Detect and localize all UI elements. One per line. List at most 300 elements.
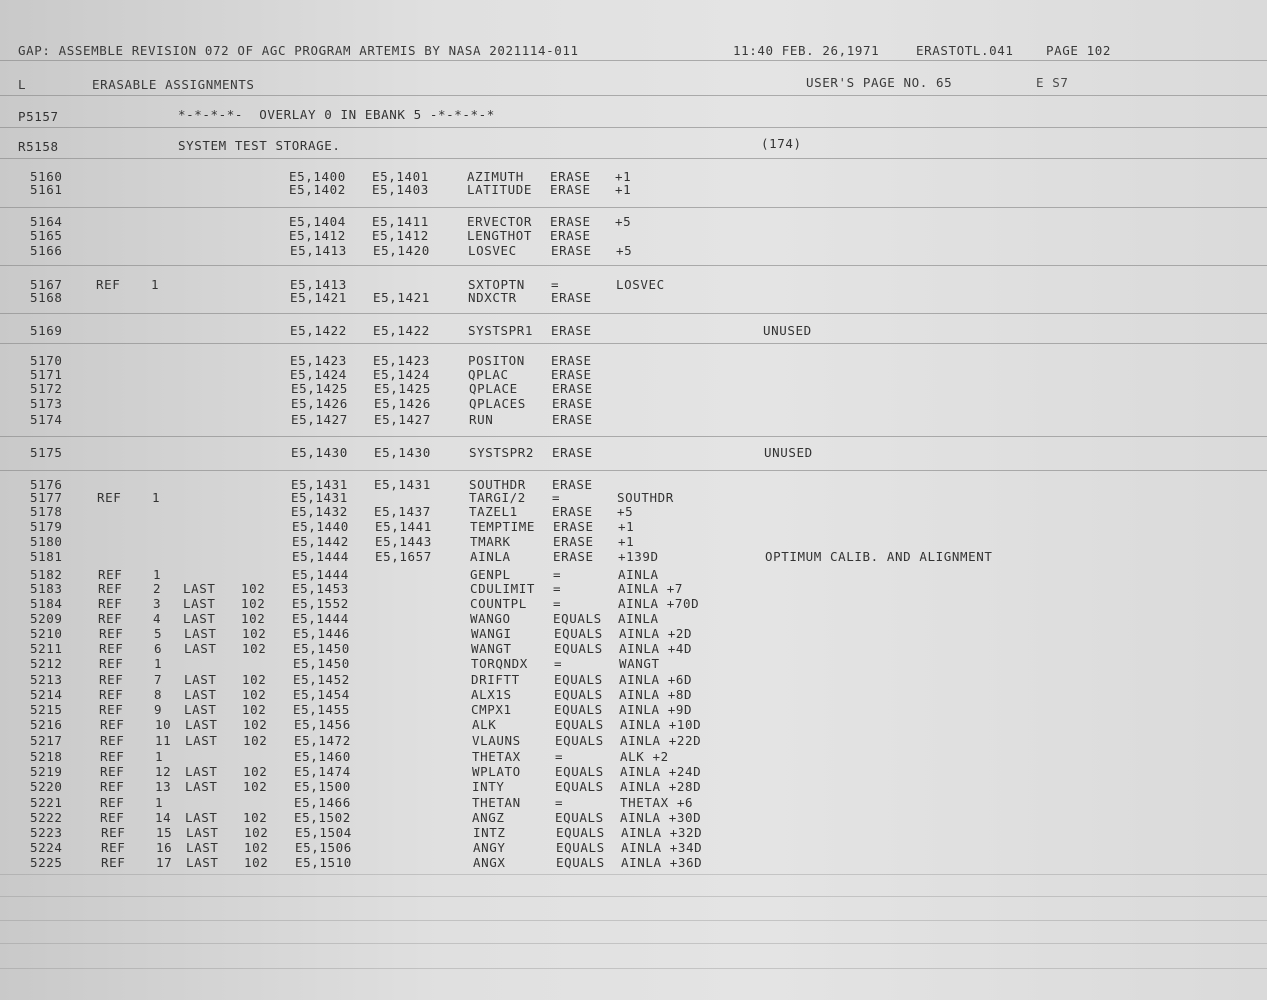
ref-count: 1 xyxy=(154,656,163,671)
ref-count: 13 xyxy=(155,779,172,794)
directive: ERASE xyxy=(551,323,592,338)
ref-count: 2 xyxy=(153,581,162,596)
ref-marker: REF xyxy=(100,749,125,764)
line-number: 5220 xyxy=(30,779,63,794)
address-start: E5,1427 xyxy=(291,412,348,427)
ref-marker: REF xyxy=(101,855,126,870)
remark: UNUSED xyxy=(764,445,813,460)
ref-count: 14 xyxy=(155,810,172,825)
address-end: E5,1430 xyxy=(374,445,431,460)
last-page: 102 xyxy=(243,779,268,794)
operand: +5 xyxy=(616,243,633,258)
address-start: E5,1456 xyxy=(294,717,351,732)
operand: AINLA +36D xyxy=(621,855,703,870)
directive: EQUALS xyxy=(555,779,604,794)
operand: AINLA +24D xyxy=(620,764,702,779)
operand: AINLA +4D xyxy=(619,641,693,656)
directive: EQUALS xyxy=(556,825,605,840)
symbol-name: AZIMUTH xyxy=(467,169,524,184)
last-page: 102 xyxy=(243,733,268,748)
address-end: E5,1426 xyxy=(374,396,431,411)
directive: EQUALS xyxy=(554,702,603,717)
last-marker: LAST xyxy=(185,764,218,779)
line-number: 5209 xyxy=(30,611,63,626)
address-start: E5,1442 xyxy=(292,534,349,549)
last-marker: LAST xyxy=(184,672,217,687)
symbol-name: INTZ xyxy=(473,825,506,840)
symbol-name: VLAUNS xyxy=(472,733,521,748)
address-start: E5,1472 xyxy=(294,733,351,748)
line-number: 5225 xyxy=(30,855,63,870)
symbol-name: SOUTHDR xyxy=(469,477,526,492)
directive: ERASE xyxy=(550,169,591,184)
address-start: E5,1432 xyxy=(291,504,348,519)
ref-marker: REF xyxy=(98,596,123,611)
ref-count: 12 xyxy=(155,764,172,779)
ref-marker: REF xyxy=(100,764,125,779)
ruled-line xyxy=(0,470,1267,471)
line-number: 5173 xyxy=(30,396,63,411)
line-number: 5212 xyxy=(30,656,63,671)
address-start: E5,1450 xyxy=(293,641,350,656)
address-start: E5,1460 xyxy=(294,749,351,764)
last-page: 102 xyxy=(242,672,267,687)
ruled-line xyxy=(0,968,1267,969)
symbol-name: TMARK xyxy=(470,534,511,549)
last-page: 102 xyxy=(242,702,267,717)
ref-marker: REF xyxy=(100,795,125,810)
line-number: 5214 xyxy=(30,687,63,702)
address-start: E5,1425 xyxy=(291,381,348,396)
operand: AINLA +7 xyxy=(618,581,684,596)
line-number: 5182 xyxy=(30,567,63,582)
address-start: E5,1400 xyxy=(289,169,346,184)
address-end: E5,1423 xyxy=(373,353,430,368)
ruled-line xyxy=(0,95,1267,96)
directive: ERASE xyxy=(552,504,593,519)
last-page: 102 xyxy=(241,581,266,596)
directive: ERASE xyxy=(552,381,593,396)
ref-marker: REF xyxy=(98,611,123,626)
directive: ERASE xyxy=(551,290,592,305)
last-page: 102 xyxy=(244,840,269,855)
address-start: E5,1426 xyxy=(291,396,348,411)
line-number: 5183 xyxy=(30,581,63,596)
line-number: 5161 xyxy=(30,182,63,197)
line-number: 5179 xyxy=(30,519,63,534)
ref-count: 1 xyxy=(155,795,164,810)
symbol-name: TEMPTIME xyxy=(470,519,536,534)
remark: OPTIMUM CALIB. AND ALIGNMENT xyxy=(765,549,993,564)
directive: ERASE xyxy=(553,519,594,534)
symbol-name: LOSVEC xyxy=(468,243,517,258)
address-start: E5,1402 xyxy=(289,182,346,197)
ref-marker: REF xyxy=(101,840,126,855)
line-number: 5175 xyxy=(30,445,63,460)
ref-marker: REF xyxy=(99,656,124,671)
address-start: E5,1413 xyxy=(290,243,347,258)
operand: AINLA +70D xyxy=(618,596,700,611)
symbol-name: ALX1S xyxy=(471,687,512,702)
remark: UNUSED xyxy=(763,323,812,338)
symbol-name: CDULIMIT xyxy=(470,581,536,596)
symbol-name: THETAX xyxy=(472,749,521,764)
line-number: 5180 xyxy=(30,534,63,549)
overlay-banner: *-*-*-*- OVERLAY 0 IN EBANK 5 -*-*-*-* xyxy=(178,107,495,122)
ref-count: 3 xyxy=(153,596,162,611)
last-page: 102 xyxy=(243,717,268,732)
symbol-name: POSITON xyxy=(468,353,525,368)
operand: WANGT xyxy=(619,656,660,671)
line-number: 5184 xyxy=(30,596,63,611)
symbol-name: SYSTSPR2 xyxy=(469,445,535,460)
operand: +1 xyxy=(615,182,632,197)
line-number: 5210 xyxy=(30,626,63,641)
address-start: E5,1424 xyxy=(290,367,347,382)
ref-marker: REF xyxy=(96,277,121,292)
ruled-line xyxy=(0,158,1267,159)
address-start: E5,1474 xyxy=(294,764,351,779)
line-number: 5221 xyxy=(30,795,63,810)
address-end: E5,1412 xyxy=(372,228,429,243)
line-number: 5171 xyxy=(30,367,63,382)
symbol-name: ANGX xyxy=(473,855,506,870)
operand: AINLA +10D xyxy=(620,717,702,732)
ref-count: 10 xyxy=(155,717,172,732)
directive: = xyxy=(555,749,564,764)
line-number: 5167 xyxy=(30,277,63,292)
directive: = xyxy=(552,490,561,505)
directive: = xyxy=(551,277,560,292)
operand: AINLA +32D xyxy=(621,825,703,840)
line-number: 5216 xyxy=(30,717,63,732)
symbol-name: QPLACE xyxy=(469,381,518,396)
last-page: 102 xyxy=(241,611,266,626)
ref-count: 7 xyxy=(154,672,163,687)
operand: AINLA xyxy=(618,611,659,626)
last-page: 102 xyxy=(242,687,267,702)
operand: THETAX +6 xyxy=(620,795,694,810)
listing-file: ERASTOTL.041 xyxy=(916,43,1014,58)
last-marker: LAST xyxy=(185,810,218,825)
operand: AINLA +6D xyxy=(619,672,693,687)
directive: EQUALS xyxy=(553,611,602,626)
directive: EQUALS xyxy=(554,687,603,702)
symbol-name: TAZEL1 xyxy=(469,504,518,519)
address-start: E5,1440 xyxy=(292,519,349,534)
symbol-name: WANGI xyxy=(471,626,512,641)
section-title: ERASABLE ASSIGNMENTS xyxy=(92,77,255,92)
address-end: E5,1411 xyxy=(372,214,429,229)
directive: EQUALS xyxy=(555,717,604,732)
operand: LOSVEC xyxy=(616,277,665,292)
address-start: E5,1404 xyxy=(289,214,346,229)
address-start: E5,1446 xyxy=(293,626,350,641)
address-start: E5,1466 xyxy=(294,795,351,810)
ruled-line xyxy=(0,60,1267,61)
ref-count: 1 xyxy=(151,277,160,292)
last-page: 102 xyxy=(243,810,268,825)
ruled-line xyxy=(0,920,1267,921)
symbol-name: THETAN xyxy=(472,795,521,810)
last-marker: LAST xyxy=(186,855,219,870)
ruled-line xyxy=(0,436,1267,437)
ref-marker: REF xyxy=(99,626,124,641)
ref-count: 9 xyxy=(154,702,163,717)
operand: SOUTHDR xyxy=(617,490,674,505)
symbol-name: COUNTPL xyxy=(470,596,527,611)
line-number: 5169 xyxy=(30,323,63,338)
last-page: 102 xyxy=(242,641,267,656)
line-number: 5181 xyxy=(30,549,63,564)
line-number: 5165 xyxy=(30,228,63,243)
line-number: 5170 xyxy=(30,353,63,368)
directive: ERASE xyxy=(552,445,593,460)
address-end: E5,1431 xyxy=(374,477,431,492)
address-start: E5,1421 xyxy=(290,290,347,305)
last-page: 102 xyxy=(244,825,269,840)
last-page: 102 xyxy=(244,855,269,870)
last-marker: LAST xyxy=(184,641,217,656)
symbol-name: ALK xyxy=(472,717,497,732)
symbol-name: LATITUDE xyxy=(467,182,533,197)
last-marker: LAST xyxy=(184,626,217,641)
address-start: E5,1453 xyxy=(292,581,349,596)
ref-count: 1 xyxy=(152,490,161,505)
address-end: E5,1420 xyxy=(373,243,430,258)
address-start: E5,1506 xyxy=(295,840,352,855)
address-end: E5,1401 xyxy=(372,169,429,184)
directive: ERASE xyxy=(550,214,591,229)
ref-count: 6 xyxy=(154,641,163,656)
address-start: E5,1444 xyxy=(292,549,349,564)
banner-id: R5158 xyxy=(18,139,59,154)
ruled-line xyxy=(0,207,1267,208)
operand: AINLA +22D xyxy=(620,733,702,748)
listing-page: PAGE 102 xyxy=(1046,43,1112,58)
last-marker: LAST xyxy=(185,717,218,732)
line-number: 5168 xyxy=(30,290,63,305)
address-start: E5,1412 xyxy=(289,228,346,243)
ruled-line xyxy=(0,943,1267,944)
directive: = xyxy=(554,656,563,671)
directive: EQUALS xyxy=(554,672,603,687)
ref-marker: REF xyxy=(98,567,123,582)
address-end: E5,1657 xyxy=(375,549,432,564)
symbol-name: QPLACES xyxy=(469,396,526,411)
line-number: 5213 xyxy=(30,672,63,687)
ref-marker: REF xyxy=(99,641,124,656)
ruled-line xyxy=(0,343,1267,344)
operand: AINLA +30D xyxy=(620,810,702,825)
last-page: 102 xyxy=(243,764,268,779)
ruled-line xyxy=(0,313,1267,314)
directive: ERASE xyxy=(552,412,593,427)
symbol-name: QPLAC xyxy=(468,367,509,382)
operand: AINLA +2D xyxy=(619,626,693,641)
line-number: 5164 xyxy=(30,214,63,229)
ref-count: 17 xyxy=(156,855,173,870)
directive: EQUALS xyxy=(554,641,603,656)
symbol-name: ANGZ xyxy=(472,810,505,825)
address-end: E5,1443 xyxy=(375,534,432,549)
address-start: E5,1502 xyxy=(294,810,351,825)
line-number: 5218 xyxy=(30,749,63,764)
operand: AINLA +34D xyxy=(621,840,703,855)
ref-marker: REF xyxy=(100,779,125,794)
operand: +5 xyxy=(615,214,632,229)
operand: AINLA +28D xyxy=(620,779,702,794)
address-start: E5,1413 xyxy=(290,277,347,292)
last-marker: LAST xyxy=(185,733,218,748)
ruled-line xyxy=(0,265,1267,266)
ref-count: 8 xyxy=(154,687,163,702)
last-marker: LAST xyxy=(184,702,217,717)
directive: ERASE xyxy=(552,477,593,492)
address-start: E5,1455 xyxy=(293,702,350,717)
line-number: 5174 xyxy=(30,412,63,427)
ref-marker: REF xyxy=(99,687,124,702)
ref-count: 1 xyxy=(155,749,164,764)
line-number: 5217 xyxy=(30,733,63,748)
address-end: E5,1425 xyxy=(374,381,431,396)
ref-marker: REF xyxy=(99,672,124,687)
last-marker: LAST xyxy=(185,779,218,794)
directive: EQUALS xyxy=(556,855,605,870)
address-start: E5,1552 xyxy=(292,596,349,611)
ref-count: 1 xyxy=(153,567,162,582)
address-end: E5,1424 xyxy=(373,367,430,382)
last-marker: LAST xyxy=(186,840,219,855)
address-start: E5,1444 xyxy=(292,611,349,626)
symbol-name: ANGY xyxy=(473,840,506,855)
directive: ERASE xyxy=(550,228,591,243)
address-start: E5,1431 xyxy=(291,490,348,505)
address-end: E5,1421 xyxy=(373,290,430,305)
directive: ERASE xyxy=(553,534,594,549)
directive: = xyxy=(553,581,562,596)
directive: ERASE xyxy=(551,367,592,382)
symbol-name: AINLA xyxy=(470,549,511,564)
address-start: E5,1452 xyxy=(293,672,350,687)
symbol-name: RUN xyxy=(469,412,494,427)
last-page: 102 xyxy=(242,626,267,641)
ruled-line xyxy=(0,874,1267,875)
ref-marker: REF xyxy=(100,810,125,825)
address-start: E5,1500 xyxy=(294,779,351,794)
address-end: E5,1441 xyxy=(375,519,432,534)
operand: AINLA +8D xyxy=(619,687,693,702)
ref-marker: REF xyxy=(99,702,124,717)
symbol-name: NDXCTR xyxy=(468,290,517,305)
banner-note: (174) xyxy=(761,136,802,151)
address-start: E5,1450 xyxy=(293,656,350,671)
directive: EQUALS xyxy=(555,810,604,825)
directive: ERASE xyxy=(553,549,594,564)
last-marker: LAST xyxy=(183,581,216,596)
operand: AINLA +9D xyxy=(619,702,693,717)
banner-id: P5157 xyxy=(18,109,59,124)
ref-marker: REF xyxy=(101,825,126,840)
symbol-name: GENPL xyxy=(470,567,511,582)
ref-marker: REF xyxy=(100,717,125,732)
ref-count: 5 xyxy=(154,626,163,641)
operand: AINLA xyxy=(618,567,659,582)
line-number: 5211 xyxy=(30,641,63,656)
listing-title: GAP: ASSEMBLE REVISION 072 OF AGC PROGRAM ARTEMIS BY NASA 2021114-011 xyxy=(18,43,579,58)
symbol-name: ERVECTOR xyxy=(467,214,533,229)
directive: ERASE xyxy=(552,396,593,411)
directive: EQUALS xyxy=(556,840,605,855)
ref-count: 16 xyxy=(156,840,173,855)
line-number: 5177 xyxy=(30,490,63,505)
line-number: 5224 xyxy=(30,840,63,855)
symbol-name: DRIFTT xyxy=(471,672,520,687)
line-number: 5160 xyxy=(30,169,63,184)
last-marker: LAST xyxy=(183,611,216,626)
subtitle-left-marker: L xyxy=(18,77,27,92)
symbol-name: WANGT xyxy=(471,641,512,656)
operand: +1 xyxy=(618,519,635,534)
operand: ALK +2 xyxy=(620,749,669,764)
ref-count: 11 xyxy=(155,733,172,748)
line-number: 5223 xyxy=(30,825,63,840)
ref-marker: REF xyxy=(100,733,125,748)
address-start: E5,1444 xyxy=(292,567,349,582)
line-number: 5222 xyxy=(30,810,63,825)
address-start: E5,1510 xyxy=(295,855,352,870)
listing-time: 11:40 FEB. 26,1971 xyxy=(733,43,880,58)
symbol-name: SXTOPTN xyxy=(468,277,525,292)
symbol-name: SYSTSPR1 xyxy=(468,323,534,338)
user-page-number: USER'S PAGE NO. 65 xyxy=(806,75,953,90)
symbol-name: CMPX1 xyxy=(471,702,512,717)
address-end: E5,1427 xyxy=(374,412,431,427)
last-marker: LAST xyxy=(183,596,216,611)
last-page: 102 xyxy=(241,596,266,611)
directive: = xyxy=(553,567,562,582)
symbol-name: TARGI/2 xyxy=(469,490,526,505)
operand: +1 xyxy=(615,169,632,184)
directive: EQUALS xyxy=(555,733,604,748)
symbol-name: WANGO xyxy=(470,611,511,626)
storage-banner: SYSTEM TEST STORAGE. xyxy=(178,138,341,153)
operand: +1 xyxy=(618,534,635,549)
directive: ERASE xyxy=(551,353,592,368)
line-number: 5176 xyxy=(30,477,63,492)
directive: = xyxy=(553,596,562,611)
ref-marker: REF xyxy=(97,490,122,505)
directive: EQUALS xyxy=(554,626,603,641)
address-start: E5,1504 xyxy=(295,825,352,840)
last-marker: LAST xyxy=(186,825,219,840)
address-end: E5,1422 xyxy=(373,323,430,338)
line-number: 5172 xyxy=(30,381,63,396)
address-start: E5,1454 xyxy=(293,687,350,702)
symbol-name: WPLATO xyxy=(472,764,521,779)
address-start: E5,1423 xyxy=(290,353,347,368)
ref-count: 4 xyxy=(153,611,162,626)
directive: = xyxy=(555,795,564,810)
address-end: E5,1403 xyxy=(372,182,429,197)
operand: +5 xyxy=(617,504,634,519)
address-start: E5,1431 xyxy=(291,477,348,492)
ref-count: 15 xyxy=(156,825,173,840)
address-end: E5,1437 xyxy=(374,504,431,519)
ref-marker: REF xyxy=(98,581,123,596)
symbol-name: LENGTHOT xyxy=(467,228,533,243)
symbol-name: TORQNDX xyxy=(471,656,528,671)
